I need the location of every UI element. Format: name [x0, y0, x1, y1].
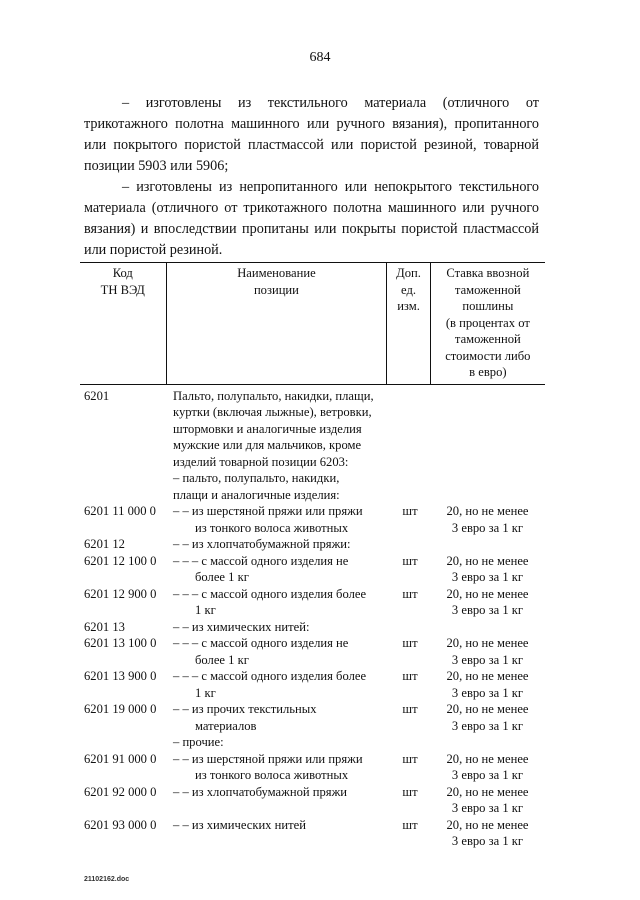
cell-rate: [430, 619, 545, 636]
table-row: [80, 751, 545, 784]
cell-name-line: более 1 кг: [195, 570, 249, 584]
cell-rate-line: 20, но не менее: [446, 784, 529, 799]
cell-unit: [390, 619, 430, 636]
cell-unit: шт: [402, 669, 418, 683]
cell-code: 6201 93 000 0: [84, 817, 157, 832]
table-row: [80, 536, 545, 553]
cell-name: [165, 668, 390, 701]
table-row: [80, 503, 545, 536]
cell-code: 6201 12 100 0: [84, 553, 157, 568]
cell-unit: шт: [402, 636, 418, 650]
intro-text: [84, 93, 539, 261]
cell-rate-line: 20, но не менее: [446, 817, 529, 832]
cell-rate-line: 20, но не менее: [446, 553, 529, 568]
cell-rate-line: 20, но не менее: [446, 504, 529, 518]
cell-name-line: из тонкого волоса животных: [195, 520, 349, 535]
cell-name-line: Пальто, полупальто, накидки, плащи,: [173, 388, 374, 403]
header-code: Код ТН ВЭД: [100, 266, 145, 297]
cell-rate-line: 3 евро за 1 кг: [451, 570, 524, 584]
cell-rate-line: 3 евро за 1 кг: [451, 834, 524, 848]
cell-unit: [390, 734, 430, 751]
table-row: [80, 784, 545, 817]
cell-name: [165, 635, 390, 668]
cell-rate: [430, 784, 545, 817]
cell-rate: [430, 751, 545, 784]
cell-rate: [430, 817, 545, 850]
cell-name: [165, 553, 390, 586]
cell-code: 6201: [84, 388, 110, 403]
cell-name-line: изделий товарной позиции 6203:: [173, 454, 349, 469]
cell-rate: [430, 388, 545, 504]
cell-name-line: – – – с массой одного изделия более: [173, 669, 367, 683]
cell-name-line: – прочие:: [173, 735, 224, 749]
table-row: [80, 388, 545, 504]
cell-rate: [430, 503, 545, 536]
cell-code: 6201 91 000 0: [84, 751, 157, 766]
cell-unit: шт: [402, 702, 418, 716]
cell-name: [165, 817, 390, 850]
cell-rate: [430, 635, 545, 668]
table-row: [80, 668, 545, 701]
cell-rate-line: 20, но не менее: [446, 636, 529, 650]
cell-name-line: – – – с массой одного изделия не: [173, 553, 349, 568]
cell-rate: [430, 701, 545, 734]
cell-name-line: куртки (включая лыжные), ветровки,: [173, 405, 372, 419]
cell-rate: [430, 536, 545, 553]
intro-paragraph: – изготовлены из текстильного материала (отличного от трикотажного полотна машинного или ручного вязания), пропитанного или покрытого пористой пластмассой или пористой резиной, товарной позиции 5903 или 5906;: [84, 95, 539, 174]
table-body: [80, 385, 545, 850]
table-row: [80, 817, 545, 850]
cell-unit: шт: [402, 751, 418, 766]
cell-rate-line: 3 евро за 1 кг: [451, 520, 524, 535]
cell-rate-line: 3 евро за 1 кг: [451, 768, 524, 782]
cell-code: 6201 12 900 0: [84, 586, 157, 601]
cell-name-line: – – из химических нитей:: [173, 619, 310, 634]
cell-name-line: – – из химических нитей: [173, 817, 306, 832]
cell-rate: [430, 734, 545, 751]
cell-unit: шт: [402, 586, 418, 601]
cell-name-line: – – – с массой одного изделия не: [173, 636, 349, 650]
cell-code: [80, 734, 165, 751]
cell-name: [165, 503, 390, 536]
cell-name-line: мужские или для мальчиков, кроме: [173, 438, 362, 452]
header-unit: Доп. ед. изм.: [386, 263, 429, 384]
cell-code: 6201 13 900 0: [84, 669, 157, 683]
cell-rate-line: 3 евро за 1 кг: [451, 718, 524, 733]
cell-unit: [390, 388, 430, 504]
cell-unit: шт: [402, 784, 418, 799]
cell-rate: [430, 553, 545, 586]
cell-name-line: – – из хлопчатобумажной пряжи:: [173, 537, 351, 551]
cell-rate-line: 20, но не менее: [446, 751, 529, 766]
footer-filename: 21102162.doc: [84, 876, 130, 883]
cell-code: 6201 19 000 0: [84, 702, 157, 716]
cell-rate-line: 20, но не менее: [446, 669, 529, 683]
cell-name-line: – – из хлопчатобумажной пряжи: [173, 784, 348, 799]
header-name: Наименование позиции: [166, 263, 387, 384]
cell-unit: [390, 536, 430, 553]
table-header: [80, 262, 545, 385]
intro-paragraph: – изготовлены из непропитанного или непокрытого текстильного материала (отличного от трикотажного полотна машинного или ручного вязания) и впоследствии пропитаны или покрыты пористой пластмассой или пористой резиной.: [84, 179, 539, 258]
cell-name-line: – пальто, полупальто, накидки,: [173, 471, 340, 485]
cell-name: [165, 388, 390, 504]
cell-name: [165, 536, 390, 553]
cell-rate-line: 3 евро за 1 кг: [451, 652, 524, 667]
cell-name-line: – – – с массой одного изделия более: [173, 586, 367, 601]
cell-code: 6201 13: [84, 619, 125, 634]
cell-code: 6201 12: [84, 537, 125, 551]
cell-name-line: более 1 кг: [195, 652, 249, 667]
cell-name: [165, 586, 390, 619]
cell-name-line: штормовки и аналогичные изделия: [173, 421, 362, 436]
cell-rate: [430, 586, 545, 619]
cell-name-line: 1 кг: [195, 603, 216, 617]
cell-rate: [430, 668, 545, 701]
cell-name-line: 1 кг: [195, 685, 216, 700]
cell-code: 6201 92 000 0: [84, 784, 157, 799]
cell-rate-line: 20, но не менее: [446, 702, 529, 716]
cell-code: 6201 13 100 0: [84, 636, 157, 650]
cell-name-line: плащи и аналогичные изделия:: [173, 487, 340, 502]
tariff-table: [80, 262, 545, 850]
cell-name: [165, 751, 390, 784]
cell-name: [165, 619, 390, 636]
cell-rate-line: 3 евро за 1 кг: [451, 685, 524, 700]
cell-name: [165, 784, 390, 817]
cell-name-line: – – из шерстяной пряжи или пряжи: [173, 751, 363, 766]
cell-name: [165, 701, 390, 734]
table-row: [80, 586, 545, 619]
cell-rate-line: 20, но не менее: [446, 586, 529, 601]
table-row: [80, 553, 545, 586]
cell-name-line: материалов: [195, 718, 257, 733]
cell-name: [165, 734, 390, 751]
table-row: [80, 734, 545, 751]
cell-unit: шт: [402, 553, 418, 568]
table-row: [80, 701, 545, 734]
table-row: [80, 619, 545, 636]
cell-unit: шт: [402, 817, 418, 832]
table-row: [80, 635, 545, 668]
cell-name-line: – – из шерстяной пряжи или пряжи: [173, 504, 363, 518]
cell-code: 6201 11 000 0: [84, 504, 156, 518]
header-rate: Ставка ввозной таможенной пошлины (в процентах от таможенной стоимости либо в евро): [430, 263, 545, 384]
cell-rate-line: 3 евро за 1 кг: [451, 801, 524, 815]
page-number: 684: [309, 50, 331, 65]
cell-name-line: – – из прочих текстильных: [173, 702, 317, 716]
cell-rate-line: 3 евро за 1 кг: [451, 603, 524, 617]
cell-unit: шт: [402, 504, 418, 518]
cell-name-line: из тонкого волоса животных: [195, 768, 349, 782]
